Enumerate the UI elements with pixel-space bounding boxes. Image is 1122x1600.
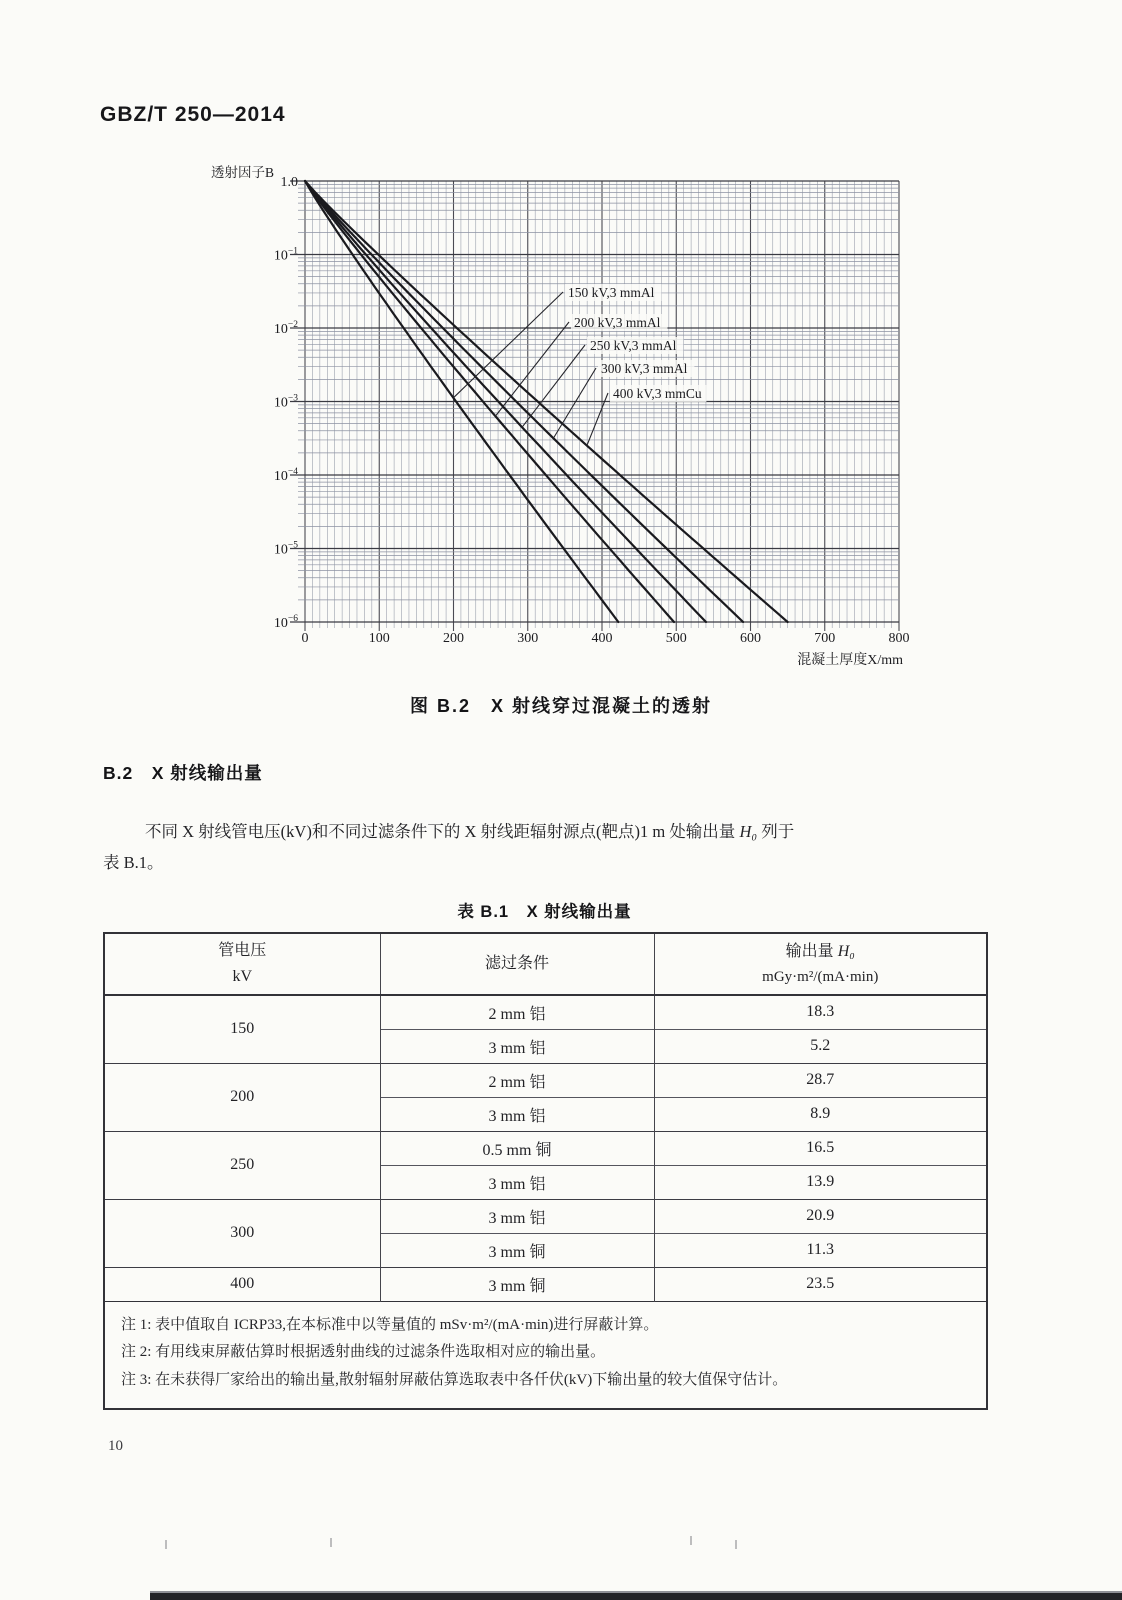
kv-cell: 150 xyxy=(104,995,380,1063)
table-row xyxy=(104,1131,987,1165)
value-cell: 18.3 xyxy=(654,995,987,1029)
header-text: 管电压 xyxy=(218,942,267,960)
y-tick-label: $10^{-1}$ xyxy=(273,246,298,264)
value-cell: 23.5 xyxy=(654,1267,987,1301)
table-row xyxy=(104,1063,987,1097)
scan-artifact xyxy=(165,1540,167,1549)
figure-caption: 图 B.2 X 射线穿过混凝土的透射 xyxy=(409,696,713,716)
curve-label: 250 kV,3 mmAl xyxy=(590,338,677,353)
header-unit: mGy·m²/(mA·min) xyxy=(762,968,879,985)
y-tick-label: 1.0 xyxy=(280,175,298,190)
x-axis-title: 混凝土厚度X/mm xyxy=(797,653,903,668)
scan-artifact xyxy=(735,1540,737,1549)
header-tube-voltage xyxy=(104,933,380,995)
value-cell: 16.5 xyxy=(654,1131,987,1165)
value-cell: 8.9 xyxy=(654,1097,987,1131)
x-tick-label: 400 xyxy=(591,631,613,646)
page-number: 10 xyxy=(108,1438,123,1454)
y-axis-title: 透射因子B xyxy=(210,165,274,180)
note-3: 注 3: 在未获得厂家给出的输出量,散射辐射屏蔽估算选取表中各仟伏(kV)下输出量的较大值保守估计。 xyxy=(121,1372,788,1388)
header-output xyxy=(654,933,987,995)
table-notes xyxy=(104,1301,987,1409)
table-row xyxy=(104,995,987,1029)
scan-artifact xyxy=(690,1536,692,1545)
value-cell: 11.3 xyxy=(654,1233,987,1267)
curve-label: 400 kV,3 mmCu xyxy=(613,386,702,401)
y-tick-label: $10^{-6}$ xyxy=(273,614,298,631)
section-heading: B.2 X 射线输出量 xyxy=(103,763,263,783)
body-paragraph xyxy=(103,816,983,878)
kv-cell: 300 xyxy=(104,1199,380,1267)
curve-label: 150 kV,3 mmAl xyxy=(568,285,655,300)
scan-edge-bar xyxy=(150,1591,1122,1600)
x-tick-label: 100 xyxy=(368,631,390,646)
header-unit: kV xyxy=(232,968,253,985)
h0-symbol: H₀ xyxy=(837,943,855,961)
header-text: 输出量 xyxy=(785,943,838,961)
filter-cell: 3 mm 铜 xyxy=(380,1233,654,1267)
paragraph-text: 不同 X 射线管电压(kV)和不同过滤条件下的 X 射线距辐射源点(靶点)1 m 处输出量 xyxy=(145,822,740,841)
scan-artifact xyxy=(330,1538,332,1547)
curve-label: 300 kV,3 mmAl xyxy=(601,361,688,376)
table-title: 表 B.1 X 射线输出量 xyxy=(457,903,632,921)
table-row xyxy=(104,1267,987,1301)
kv-cell: 200 xyxy=(104,1063,380,1131)
kv-cell: 250 xyxy=(104,1131,380,1199)
filter-cell: 3 mm 铜 xyxy=(380,1267,654,1301)
chart-axis-labels xyxy=(211,165,910,668)
standard-number: GBZ/T 250—2014 xyxy=(100,103,286,126)
filter-cell: 3 mm 铝 xyxy=(380,1029,654,1063)
y-tick-label: $10^{-3}$ xyxy=(273,393,298,411)
paragraph-line-1 xyxy=(103,816,983,847)
filter-cell: 3 mm 铝 xyxy=(380,1097,654,1131)
curve-label: 200 kV,3 mmAl xyxy=(574,315,661,330)
y-tick-label: $10^{-4}$ xyxy=(273,467,298,484)
filter-cell: 3 mm 铝 xyxy=(380,1165,654,1199)
output-table xyxy=(103,932,988,1410)
filter-cell: 2 mm 铝 xyxy=(380,1063,654,1097)
table-header-row xyxy=(104,933,987,995)
table-row xyxy=(104,1199,987,1233)
note-1: 注 1: 表中值取自 ICRP33,在本标准中以等量值的 mSv·m²/(mA·min)进行屏蔽计算。 xyxy=(121,1316,659,1333)
x-tick-label: 700 xyxy=(814,631,836,646)
x-tick-label: 0 xyxy=(301,631,309,646)
value-cell: 5.2 xyxy=(654,1029,987,1063)
value-cell: 28.7 xyxy=(654,1063,987,1097)
paragraph-line-2: 表 B.1。 xyxy=(103,853,164,872)
y-tick-label: $10^{-2}$ xyxy=(273,320,298,337)
value-cell: 13.9 xyxy=(654,1165,987,1199)
x-tick-label: 800 xyxy=(888,631,910,646)
filter-cell: 0.5 mm 铜 xyxy=(380,1131,654,1165)
paragraph-text: 列于 xyxy=(757,822,795,841)
header-filter: 滤过条件 xyxy=(380,933,654,995)
x-tick-label: 500 xyxy=(665,631,687,646)
note-2: 注 2: 有用线束屏蔽估算时根据透射曲线的过滤条件选取相对应的输出量。 xyxy=(121,1344,606,1361)
h0-symbol: H₀ xyxy=(739,822,758,841)
header-text xyxy=(655,939,987,965)
y-tick-label: $10^{-5}$ xyxy=(273,540,298,558)
x-tick-label: 600 xyxy=(740,631,761,646)
filter-cell: 2 mm 铝 xyxy=(380,995,654,1029)
transmission-chart xyxy=(0,0,1122,700)
x-tick-label: 300 xyxy=(517,631,539,646)
filter-cell: 3 mm 铝 xyxy=(380,1199,654,1233)
label-leader-line xyxy=(453,292,563,398)
kv-cell: 400 xyxy=(104,1267,380,1301)
value-cell: 20.9 xyxy=(654,1199,987,1233)
chart-grid xyxy=(290,181,899,631)
notes-cell xyxy=(104,1301,987,1409)
x-tick-label: 200 xyxy=(443,631,464,646)
